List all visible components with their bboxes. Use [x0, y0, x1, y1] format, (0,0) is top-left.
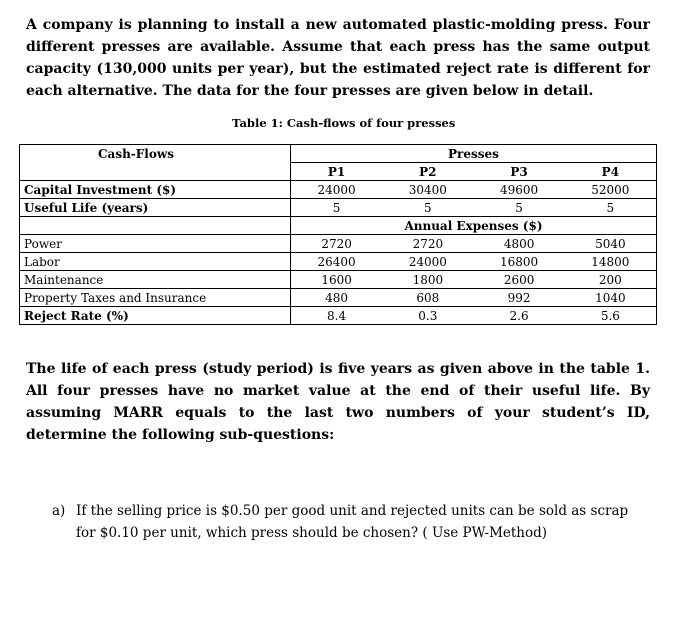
- cell-taxes-p2: 608: [382, 289, 473, 307]
- row-label-taxes: Property Taxes and Insurance: [20, 289, 291, 307]
- cell-maintenance-p1: 1600: [290, 271, 382, 289]
- cell-labor-p2: 24000: [382, 253, 473, 271]
- row-label-reject: Reject Rate (%): [20, 307, 291, 325]
- cell-capital-p3: 49600: [473, 181, 564, 199]
- cell-life-p3: 5: [473, 199, 564, 217]
- cell-power-p1: 2720: [290, 235, 382, 253]
- cell-reject-p3: 2.6: [473, 307, 564, 325]
- intro-paragraph: A company is planning to install a new automated plastic-molding press. Four different presses are available. Assume that each press has the same output capacity (130,000 units per year), but the estimated reject rate is different for each alternative. The data for the four presses are given below in detail.: [26, 17, 650, 99]
- col-header-p3: P3: [473, 163, 564, 181]
- cell-reject-p4: 5.6: [565, 307, 657, 325]
- row-label-life: Useful Life (years): [20, 199, 291, 217]
- cell-power-p3: 4800: [473, 235, 564, 253]
- row-label-labor: Labor: [20, 253, 291, 271]
- col-header-p2: P2: [382, 163, 473, 181]
- cell-life-p4: 5: [565, 199, 657, 217]
- cell-labor-p4: 14800: [565, 253, 657, 271]
- cell-taxes-p1: 480: [290, 289, 382, 307]
- cell-maintenance-p2: 1800: [382, 271, 473, 289]
- cell-capital-p4: 52000: [565, 181, 657, 199]
- header-blank: [20, 163, 291, 181]
- cell-power-p2: 2720: [382, 235, 473, 253]
- cell-labor-p3: 16800: [473, 253, 564, 271]
- question-a: [52, 500, 652, 544]
- cell-power-p4: 5040: [565, 235, 657, 253]
- row-label-power: Power: [20, 235, 291, 253]
- cell-reject-p1: 8.4: [290, 307, 382, 325]
- cell-capital-p1: 24000: [290, 181, 382, 199]
- cash-flow-table: [19, 144, 657, 325]
- question-a-label: a): [52, 503, 66, 519]
- cell-reject-p2: 0.3: [382, 307, 473, 325]
- annual-blank: [20, 217, 291, 235]
- header-cash-flows: Cash-Flows: [20, 145, 291, 163]
- cell-labor-p1: 26400: [290, 253, 382, 271]
- annual-expenses-label: Annual Expenses ($): [290, 217, 656, 235]
- col-header-p4: P4: [565, 163, 657, 181]
- col-header-p1: P1: [290, 163, 382, 181]
- cell-capital-p2: 30400: [382, 181, 473, 199]
- cell-taxes-p4: 1040: [565, 289, 657, 307]
- study-paragraph: The life of each press (study period) is five years as given above in the table 1. All four presses have no market value at the end of their useful life. By assuming MARR equals to the last two numbers of your student’s ID, determine the following sub-questions:: [26, 361, 650, 443]
- cell-maintenance-p3: 2600: [473, 271, 564, 289]
- header-presses: Presses: [290, 145, 656, 163]
- row-label-capital: Capital Investment ($): [20, 181, 291, 199]
- question-a-text: If the selling price is $0.50 per good unit and rejected units can be sold as scrap for $0.10 per unit, which press should be chosen? ( Use PW-Method): [76, 503, 629, 541]
- row-label-maintenance: Maintenance: [20, 271, 291, 289]
- table-caption: Table 1: Cash-flows of four presses: [232, 116, 456, 130]
- cell-taxes-p3: 992: [473, 289, 564, 307]
- cell-life-p1: 5: [290, 199, 382, 217]
- cell-life-p2: 5: [382, 199, 473, 217]
- cell-maintenance-p4: 200: [565, 271, 657, 289]
